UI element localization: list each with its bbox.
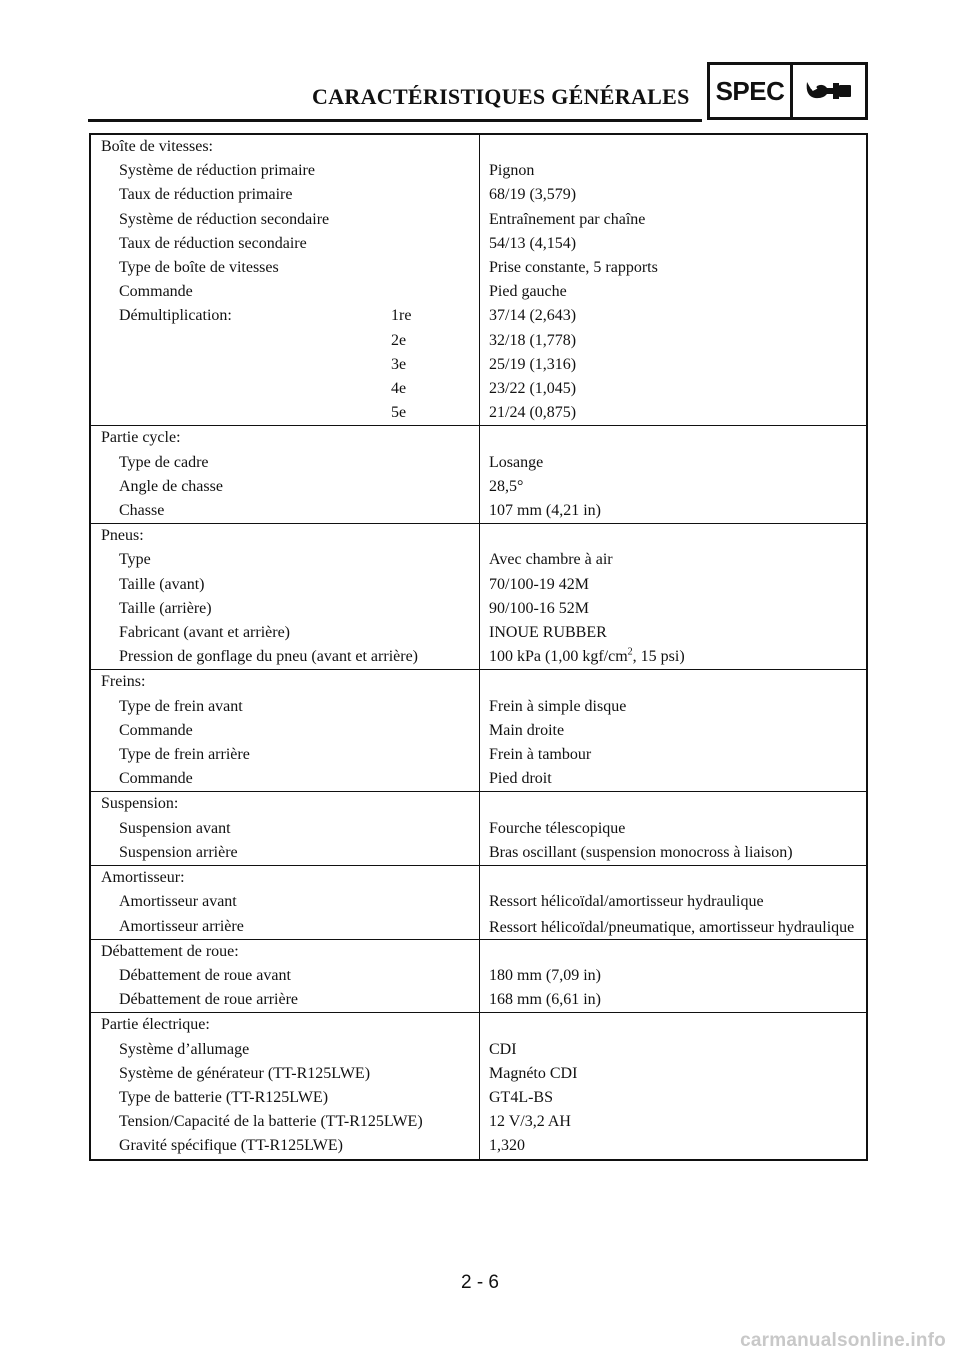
- spec-label: Suspension avant: [119, 819, 231, 837]
- section-heading-row: [91, 670, 866, 694]
- spec-label-cell: [91, 208, 480, 232]
- spec-value-cell: [480, 401, 866, 425]
- spec-label-cell: [91, 353, 480, 377]
- spec-row: [91, 621, 866, 645]
- gear-ratio-label: 5e: [391, 404, 407, 422]
- spec-row: [91, 915, 866, 939]
- spec-row: [91, 1134, 866, 1158]
- spec-row: [91, 1038, 866, 1062]
- spec-value: Entraînement par chaîne: [489, 210, 646, 228]
- spec-row: [91, 573, 866, 597]
- spec-label: Fabricant (avant et arrière): [119, 624, 291, 642]
- wrench-icon: [793, 65, 865, 117]
- spec-label: Système de réduction primaire: [119, 162, 315, 180]
- spec-value: Ressort hélicoïdal/pneumatique, amortisseur hydraulique: [489, 918, 855, 936]
- spec-label: Taux de réduction secondaire: [119, 234, 307, 252]
- spec-label: Débattement de roue arrière: [119, 991, 299, 1009]
- section-heading-value-cell: [480, 792, 866, 816]
- spec-row: [91, 475, 866, 499]
- spec-value: 1,320: [489, 1137, 525, 1155]
- spec-label-cell: [91, 232, 480, 256]
- section-heading-row: [91, 1013, 866, 1037]
- section-heading: Suspension:: [91, 792, 480, 816]
- spec-value: Bras oscillant (suspension monocross à liaison): [489, 843, 793, 861]
- spec-value-cell: [480, 183, 866, 207]
- spec-row: [91, 548, 866, 572]
- spec-value-cell: [480, 695, 866, 719]
- spec-section: [91, 865, 866, 939]
- spec-section: [91, 939, 866, 1013]
- spec-value-cell: [480, 208, 866, 232]
- spec-label-cell: [91, 817, 480, 841]
- spec-row: [91, 767, 866, 791]
- spec-row: [91, 451, 866, 475]
- spec-value: 28,5°: [489, 477, 524, 495]
- spec-row: [91, 743, 866, 767]
- spec-label: Taille (avant): [119, 575, 205, 593]
- spec-label: Amortisseur avant: [119, 893, 237, 911]
- spec-label-cell: [91, 329, 480, 353]
- section-heading: Pneus:: [91, 524, 480, 548]
- spec-label: Gravité spécifique (TT-R125LWE): [119, 1137, 343, 1155]
- page-number: 2 - 6: [460, 1272, 500, 1293]
- spec-label-cell: [91, 597, 480, 621]
- section-heading-value-cell: [480, 135, 866, 159]
- spec-value-cell: [480, 1062, 866, 1086]
- spec-value-cell: [480, 767, 866, 791]
- spec-value: 100 kPa (1,00 kgf/cm: [489, 648, 628, 666]
- spec-label-cell: [91, 159, 480, 183]
- spec-value: 21/24 (0,875): [489, 404, 577, 422]
- spec-row: [91, 159, 866, 183]
- spec-value-cell: [480, 719, 866, 743]
- spec-value-cell: [480, 841, 866, 865]
- spec-value: Prise constante, 5 rapports: [489, 259, 658, 277]
- spec-row: [91, 401, 866, 425]
- spec-value: Losange: [489, 453, 544, 471]
- spec-value: Pied droit: [489, 770, 552, 788]
- spec-row: [91, 329, 866, 353]
- spec-label: Débattement de roue avant: [119, 966, 291, 984]
- spec-label-cell: [91, 1134, 480, 1158]
- spec-value: Frein à tambour: [489, 746, 592, 764]
- spec-label-cell: [91, 451, 480, 475]
- section-heading: Boîte de vitesses:: [91, 135, 480, 159]
- spec-section: [91, 669, 866, 791]
- spec-value-cell: [480, 964, 866, 988]
- spec-label-cell: [91, 767, 480, 791]
- spec-label-cell: [91, 548, 480, 572]
- spec-value: 37/14 (2,643): [489, 307, 577, 325]
- spec-value-cell: [480, 890, 866, 914]
- spec-label-cell: [91, 1062, 480, 1086]
- spec-row: [91, 232, 866, 256]
- spec-row: [91, 890, 866, 914]
- spec-label: Commande: [119, 283, 193, 301]
- spec-value-cell: [480, 280, 866, 304]
- spec-label-cell: [91, 475, 480, 499]
- spec-value: 68/19 (3,579): [489, 186, 577, 204]
- spec-label-cell: [91, 499, 480, 523]
- spec-badge: [707, 62, 868, 120]
- spec-row: [91, 841, 866, 865]
- page-title: CARACTÉRISTIQUES GÉNÉRALES: [312, 84, 690, 109]
- spec-row: [91, 256, 866, 280]
- spec-value-cell: [480, 451, 866, 475]
- spec-value: INOUE RUBBER: [489, 624, 607, 642]
- spec-label-cell: [91, 377, 480, 401]
- spec-value: Fourche télescopique: [489, 819, 626, 837]
- spec-section: [91, 523, 866, 669]
- spec-value-cell: [480, 1134, 866, 1158]
- spec-label-cell: [91, 719, 480, 743]
- section-heading-row: [91, 866, 866, 890]
- section-heading-value-cell: [480, 524, 866, 548]
- spec-value: Magnéto CDI: [489, 1064, 578, 1082]
- spec-value-cell: [480, 1086, 866, 1110]
- spec-value-cell: [480, 499, 866, 523]
- watermark: carmanualsonline.info: [740, 1330, 946, 1351]
- spec-label-cell: [91, 573, 480, 597]
- spec-label: Angle de chasse: [119, 477, 223, 495]
- section-heading: Freins:: [91, 670, 480, 694]
- spec-section: [91, 791, 866, 865]
- spec-label: Type de boîte de vitesses: [119, 259, 279, 277]
- section-heading-row: [91, 426, 866, 450]
- spec-value: 23/22 (1,045): [489, 380, 577, 398]
- spec-value: Pied gauche: [489, 283, 567, 301]
- spec-value-cell: [480, 597, 866, 621]
- spec-section: [91, 135, 866, 425]
- spec-label: Commande: [119, 721, 193, 739]
- spec-row: [91, 1062, 866, 1086]
- spec-row: [91, 208, 866, 232]
- spec-value: 25/19 (1,316): [489, 355, 577, 373]
- spec-row: [91, 1086, 866, 1110]
- spec-value-cell: [480, 743, 866, 767]
- spec-label: Type de frein avant: [119, 697, 243, 715]
- spec-value-cell: [480, 232, 866, 256]
- spec-label-cell: [91, 1086, 480, 1110]
- spec-label-cell: [91, 695, 480, 719]
- spec-label: Tension/Capacité de la batterie (TT-R125LWE): [119, 1113, 423, 1131]
- spec-value: 180 mm (7,09 in): [489, 966, 601, 984]
- section-heading: Partie électrique:: [91, 1013, 480, 1037]
- spec-row: [91, 719, 866, 743]
- spec-value: Main droite: [489, 721, 565, 739]
- spec-row: [91, 597, 866, 621]
- spec-value-cell: [480, 329, 866, 353]
- spec-row: [91, 645, 866, 669]
- section-heading-value-cell: [480, 670, 866, 694]
- spec-label-cell: [91, 256, 480, 280]
- section-heading-value-cell: [480, 940, 866, 964]
- spec-section: [91, 1012, 866, 1158]
- spec-value-suffix: , 15 psi): [632, 648, 685, 666]
- spec-row: [91, 377, 866, 401]
- section-heading-row: [91, 940, 866, 964]
- spec-label: Pression de gonflage du pneu (avant et arrière): [119, 648, 418, 666]
- spec-value: 32/18 (1,778): [489, 331, 577, 349]
- spec-row: [91, 1110, 866, 1134]
- spec-label: Système de réduction secondaire: [119, 210, 330, 228]
- spec-row: [91, 353, 866, 377]
- section-heading: Débattement de roue:: [91, 940, 480, 964]
- spec-row: [91, 964, 866, 988]
- spec-label: Amortisseur arrière: [119, 917, 244, 935]
- spec-section: [91, 425, 866, 523]
- gear-ratio-label: 3e: [391, 355, 407, 373]
- spec-badge-label: SPEC: [710, 65, 793, 117]
- spec-label-cell: [91, 988, 480, 1012]
- spec-value: Pignon: [489, 162, 535, 180]
- spec-value: 107 mm (4,21 in): [489, 502, 601, 520]
- spec-value: 12 V/3,2 AH: [489, 1113, 571, 1131]
- section-heading-row: [91, 135, 866, 159]
- spec-label: Type de cadre: [119, 453, 209, 471]
- spec-label-cell: [91, 915, 480, 939]
- section-heading: Amortisseur:: [91, 866, 480, 890]
- spec-label: Système de générateur (TT-R125LWE): [119, 1064, 371, 1082]
- spec-row: [91, 304, 866, 328]
- spec-label: Type de frein arrière: [119, 746, 250, 764]
- section-heading: Partie cycle:: [91, 426, 480, 450]
- spec-label-cell: [91, 280, 480, 304]
- spec-label: Démultiplication:: [119, 307, 232, 325]
- title-underline: [88, 119, 702, 122]
- spec-value-cell: [480, 159, 866, 183]
- spec-value-cell: [480, 475, 866, 499]
- spec-label-cell: [91, 964, 480, 988]
- spec-table: [89, 133, 868, 1161]
- spec-label: Suspension arrière: [119, 843, 238, 861]
- spec-label: Taille (arrière): [119, 599, 212, 617]
- spec-label-cell: [91, 621, 480, 645]
- spec-value-cell: [480, 304, 866, 328]
- spec-row: [91, 499, 866, 523]
- spec-value-cell: [480, 817, 866, 841]
- spec-value-cell: [480, 256, 866, 280]
- spec-value: CDI: [489, 1040, 517, 1058]
- spec-value: 168 mm (6,61 in): [489, 991, 601, 1009]
- spec-value-cell: [480, 573, 866, 597]
- section-heading-row: [91, 524, 866, 548]
- spec-value-cell: [480, 377, 866, 401]
- spec-label-cell: [91, 1038, 480, 1062]
- spec-value: 70/100-19 42M: [489, 575, 589, 593]
- spec-value-superscript: 2: [627, 646, 633, 658]
- spec-row: [91, 988, 866, 1012]
- spec-row: [91, 183, 866, 207]
- spec-value: GT4L-BS: [489, 1088, 553, 1106]
- spec-label: Chasse: [119, 502, 165, 520]
- gear-ratio-label: 4e: [391, 380, 407, 398]
- spec-value-cell: [480, 1110, 866, 1134]
- spec-label-cell: [91, 743, 480, 767]
- spec-value: Frein à simple disque: [489, 697, 627, 715]
- spec-value-cell: [480, 915, 866, 939]
- spec-value-cell: [480, 548, 866, 572]
- spec-label-cell: [91, 183, 480, 207]
- spec-value-cell: [480, 353, 866, 377]
- spec-label: Système d’allumage: [119, 1040, 250, 1058]
- section-heading-value-cell: [480, 866, 866, 890]
- spec-label: Type de batterie (TT-R125LWE): [119, 1088, 329, 1106]
- spec-label-cell: [91, 304, 480, 328]
- spec-label: Taux de réduction primaire: [119, 186, 293, 204]
- spec-label-cell: [91, 1110, 480, 1134]
- section-heading-value-cell: [480, 1013, 866, 1037]
- section-heading-row: [91, 792, 866, 816]
- spec-label: Commande: [119, 770, 193, 788]
- spec-value-cell: [480, 1038, 866, 1062]
- spec-value: Ressort hélicoïdal/amortisseur hydraulique: [489, 893, 764, 911]
- spec-label-cell: [91, 841, 480, 865]
- spec-row: [91, 695, 866, 719]
- spec-label: Type: [119, 551, 151, 569]
- spec-value-cell: [480, 988, 866, 1012]
- spec-label-cell: [91, 645, 480, 669]
- spec-row: [91, 817, 866, 841]
- gear-ratio-label: 1re: [391, 307, 412, 325]
- spec-label-cell: [91, 401, 480, 425]
- spec-value: 90/100-16 52M: [489, 599, 589, 617]
- spec-value-cell: [480, 621, 866, 645]
- spec-label-cell: [91, 890, 480, 914]
- gear-ratio-label: 2e: [391, 331, 407, 349]
- spec-row: [91, 280, 866, 304]
- spec-value: Avec chambre à air: [489, 551, 613, 569]
- spec-value-cell: [480, 645, 866, 669]
- spec-value: 54/13 (4,154): [489, 234, 577, 252]
- section-heading-value-cell: [480, 426, 866, 450]
